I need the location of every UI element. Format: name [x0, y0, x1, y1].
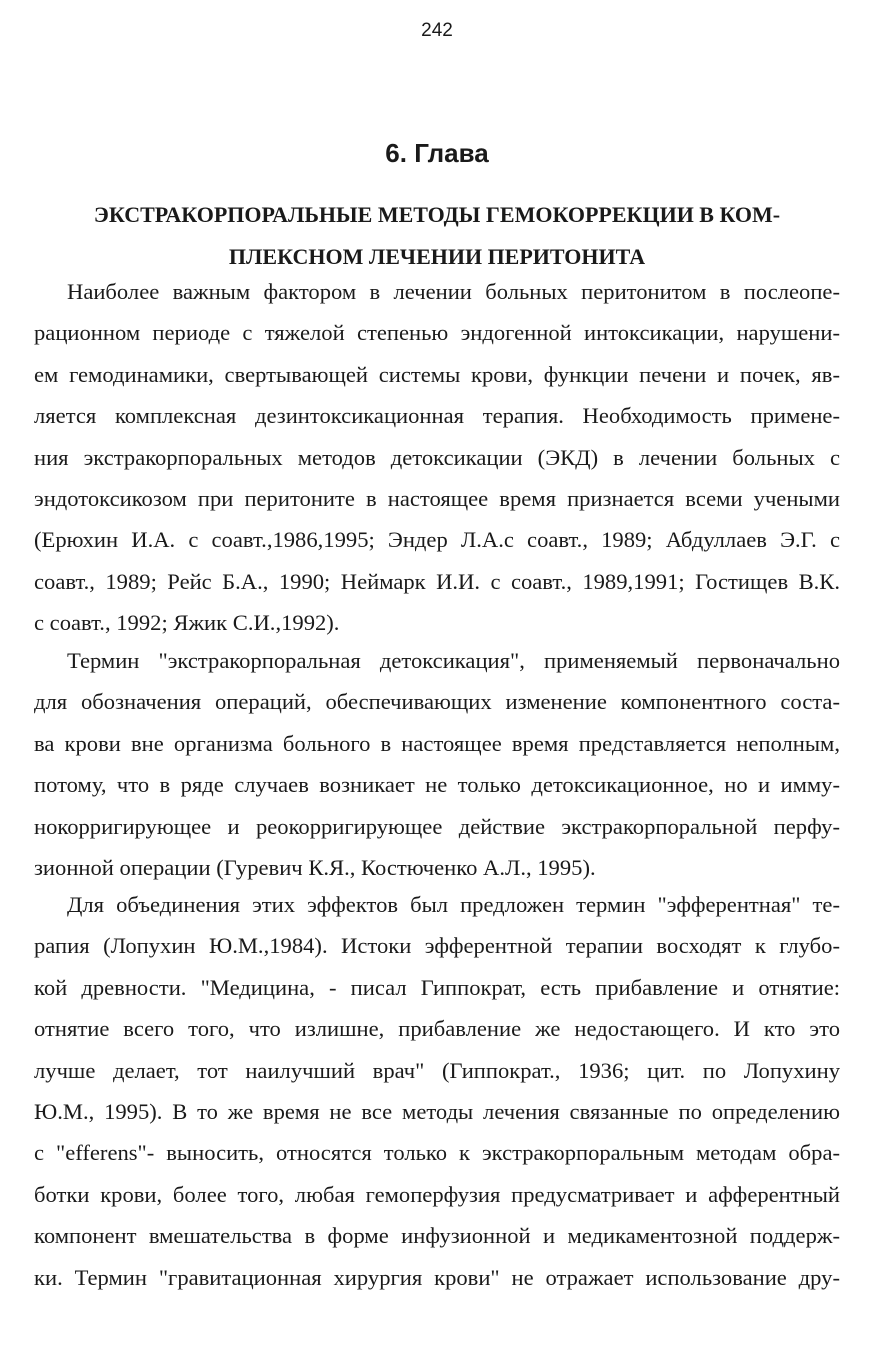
text-line: нокорригирующее и реокорригирующее действие экстракорпоральной перфу-: [34, 813, 840, 839]
paragraph-3: [34, 884, 840, 1298]
text-line: Ю.М., 1995). В то же время не все методы лечения связанные по определению: [34, 1098, 840, 1124]
text-line: с "efferens"- выносить, относятся только к экстракорпоральным методам обра-: [34, 1140, 840, 1166]
text-line: Для объединения этих эффектов был предложен термин "эфферентная" те-: [67, 892, 840, 917]
chapter-title-line: ПЛЕКСНОМ ЛЕЧЕНИИ ПЕРИТОНИТА: [228, 244, 646, 269]
text-line: для обозначения операций, обеспечивающих изменение компонентного соста-: [34, 689, 840, 715]
text-line: ки. Термин "гравитационная хирургия крови" не отражает использование дру-: [34, 1264, 840, 1290]
text-line: отнятие всего того, что излишне, прибавление же недостающего. И кто это: [34, 1016, 840, 1042]
text-line: рапия (Лопухин Ю.М.,1984). Истоки эфферентной терапии восходят к глубо-: [34, 933, 840, 959]
text-line: зионной операции (Гуревич К.Я., Костюченко А.Л., 1995).: [34, 854, 596, 880]
text-line: ния экстракорпоральных методов детоксикации (ЭКД) в лечении больных с: [34, 444, 840, 470]
chapter-heading: 6. Глава: [385, 138, 489, 168]
text-line: ботки крови, более того, любая гемоперфузия предусматривает и афферентный: [34, 1181, 840, 1207]
text-line: ляется комплексная дезинтоксикационная терапия. Необходимость примене-: [34, 403, 840, 429]
text-line: ем гемодинамики, свертывающей системы крови, функции печени и почек, яв-: [34, 361, 840, 387]
page-number: 242: [421, 20, 453, 41]
text-line: ва крови вне организма больного в настоящее время представляется неполным,: [34, 730, 840, 756]
text-line: Наиболее важным фактором в лечении больных перитонитом в послеопе-: [67, 279, 840, 304]
paragraph-2: [34, 640, 840, 888]
chapter-title-line: ЭКСТРАКОРПОРАЛЬНЫЕ МЕТОДЫ ГЕМОКОРРЕКЦИИ В КОМ-: [93, 202, 781, 227]
text-line: с соавт., 1992; Яжик С.И.,1992).: [34, 610, 340, 636]
text-line: Термин "экстракорпоральная детоксикация", применяемый первоначально: [67, 648, 840, 673]
text-line: (Ерюхин И.А. с соавт.,1986,1995; Эндер Л.А.с соавт., 1989; Абдуллаев Э.Г. с: [34, 527, 840, 553]
text-line: эндотоксикозом при перитоните в настоящее время признается всеми учеными: [34, 485, 840, 511]
text-line: потому, что в ряде случаев возникает не только детоксикационное, но и имму-: [34, 772, 840, 798]
text-line: лучше делает, тот наилучший врач" (Гиппократ., 1936; цит. по Лопухину: [34, 1057, 840, 1083]
paragraph-1: [34, 271, 840, 644]
text-line: компонент вмешательства в форме инфузионной и медикаментозной поддерж-: [34, 1223, 840, 1249]
chapter-title: [0, 194, 874, 278]
text-line: кой древности. "Медицина, - писал Гиппократ, есть прибавление и отнятие:: [34, 974, 840, 1000]
text-line: рационном периоде с тяжелой степенью эндогенной интоксикации, нарушени-: [34, 320, 840, 346]
text-line: соавт., 1989; Рейс Б.А., 1990; Неймарк И.И. с соавт., 1989,1991; Гостищев В.К.: [34, 568, 840, 594]
